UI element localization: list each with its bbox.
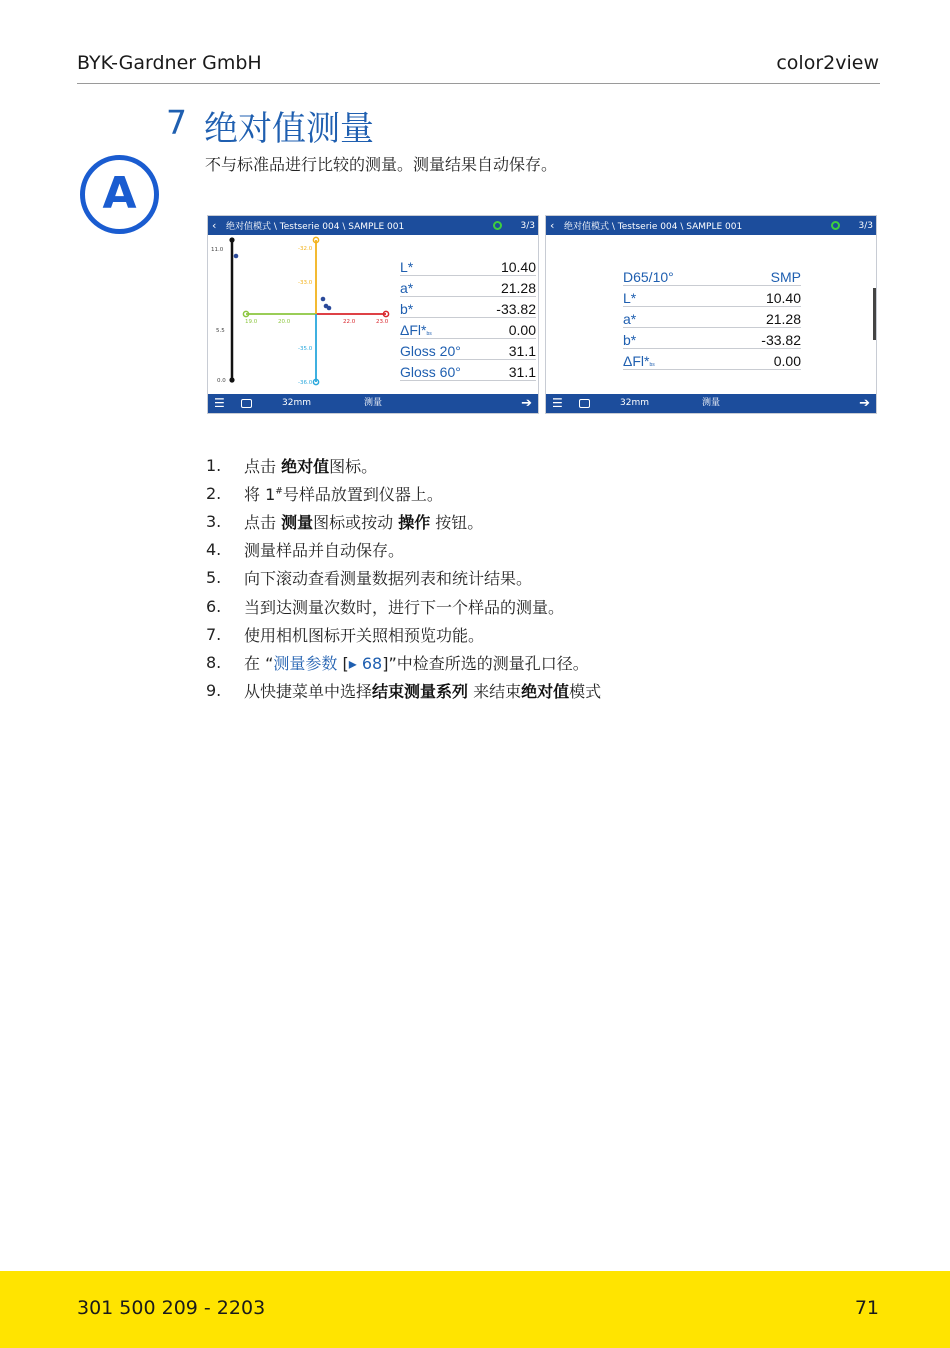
page-ref-arrow-icon[interactable]: ▸ (348, 653, 357, 673)
step-number: 5. (206, 568, 222, 588)
list-item (206, 536, 601, 564)
back-icon[interactable]: ‹ (550, 219, 555, 232)
value-cell: 31.1 (474, 359, 536, 380)
sample-point (327, 306, 332, 311)
step-text: 使用相机图标开关照相预览功能。 (244, 625, 485, 645)
device-screen-chart (207, 215, 539, 414)
camera-icon[interactable] (579, 399, 590, 408)
measure-button[interactable]: 测量 (364, 398, 383, 408)
breadcrumb: 绝对值模式 \ Testserie 004 \ SAMPLE 001 (564, 222, 743, 232)
company-name: BYK-Gardner GmbH (77, 52, 262, 74)
table-row (400, 254, 536, 275)
table-row (623, 285, 801, 306)
value-cell: 0.00 (474, 317, 536, 338)
step-text: 向下滚动查看测量数据列表和统计结果。 (244, 569, 533, 589)
table-row (623, 348, 801, 369)
screen-title-bar (208, 216, 538, 235)
step-number: 4. (206, 540, 222, 560)
back-icon[interactable]: ‹ (212, 219, 217, 232)
value-cell: -33.82 (740, 327, 801, 348)
list-item (206, 592, 601, 620)
value-cell: 10.40 (740, 285, 801, 306)
page-number: 71 (854, 1297, 879, 1319)
step-text: 在 “测量参数 [▸ 68]”中检查所选的测量孔口径。 (244, 653, 589, 673)
measurement-values-table (400, 254, 536, 381)
step-text: 从快捷菜单中选择结束测量系列 来结束绝对值模式 (244, 682, 602, 702)
value-cell: 0.00 (740, 348, 801, 369)
a-tick-label: 23.0 (376, 319, 389, 325)
sample-header: SMP (740, 264, 801, 285)
value-label: Gloss 60° (400, 359, 474, 380)
list-item (206, 648, 601, 676)
b-tick-label: -33.0 (298, 280, 313, 286)
b-tick-label: -36.0 (298, 380, 313, 386)
measurement-values-table (623, 264, 801, 370)
list-item (206, 451, 601, 479)
step-number: 3. (206, 511, 222, 531)
step-number: 7. (206, 624, 222, 644)
sample-point (321, 297, 326, 302)
step-text: 将 1#号样品放置到仪器上。 (244, 484, 443, 504)
scrollbar[interactable] (873, 288, 876, 340)
table-row (400, 317, 536, 338)
step-text: 测量样品并自动保存。 (244, 541, 405, 561)
document-number: 301 500 209 - 2203 (77, 1297, 266, 1319)
screen-bottom-bar (208, 394, 538, 413)
value-label: L* (400, 254, 474, 275)
arrow-right-icon[interactable]: ➔ (521, 396, 532, 411)
aperture-label: 32mm (282, 398, 311, 408)
value-cell: 10.40 (474, 254, 536, 275)
value-label-sub: bs (649, 361, 655, 368)
step-number: 6. (206, 596, 222, 616)
status-indicator-icon (493, 221, 502, 230)
value-label: a* (623, 306, 740, 327)
value-label: Gloss 20° (400, 338, 474, 359)
instruction-steps (206, 451, 601, 705)
page-ref-link[interactable]: 68 (356, 653, 383, 673)
chapter-intro: 不与标准品进行比较的测量。测量结果自动保存。 (205, 155, 558, 174)
step-number: 9. (206, 681, 222, 701)
value-cell: -33.82 (474, 296, 536, 317)
product-name: color2view (776, 52, 879, 74)
l-axis-top-marker (229, 237, 234, 242)
table-row (623, 306, 801, 327)
value-label-text: ΔFl* (623, 352, 650, 369)
badge-letter: A (102, 167, 137, 219)
list-item (206, 507, 601, 535)
measurement-params-link[interactable]: 测量参数 (273, 653, 338, 673)
illuminant-header: D65/10° (623, 264, 740, 285)
table-row (400, 275, 536, 296)
value-label: a* (400, 275, 474, 296)
table-row (400, 296, 536, 317)
sample-point-l (234, 254, 239, 259)
lab-chart (208, 235, 398, 395)
list-item (206, 479, 601, 507)
arrow-right-icon[interactable]: ➔ (859, 396, 870, 411)
a-tick-label: 20.0 (278, 319, 291, 325)
list-item (206, 677, 601, 705)
step-text: 当到达测量次数时，进行下一个样品的测量。 (244, 597, 565, 617)
l-tick-label: 5.5 (216, 328, 225, 334)
screen-bottom-bar (546, 394, 876, 413)
list-item (206, 620, 601, 648)
b-tick-label: -35.0 (298, 346, 313, 352)
value-label-text: ΔFl* (400, 321, 427, 338)
value-label: b* (400, 296, 474, 317)
table-row (400, 338, 536, 359)
table-header-row (623, 264, 801, 285)
header-divider (77, 83, 880, 84)
page-footer (0, 1271, 950, 1348)
page-indicator: 3/3 (520, 220, 535, 231)
table-row (400, 359, 536, 380)
value-label (400, 317, 474, 338)
step-number: 8. (206, 652, 222, 672)
breadcrumb: 绝对值模式 \ Testserie 004 \ SAMPLE 001 (226, 222, 405, 232)
l-tick-label: 11.0 (211, 247, 224, 253)
a-tick-label: 22.0 (343, 319, 356, 325)
screen-title-bar (546, 216, 876, 235)
a-tick-label: 19.0 (245, 319, 258, 325)
value-label-sub: bs (426, 330, 432, 337)
value-label: b* (623, 327, 740, 348)
camera-icon[interactable] (241, 399, 252, 408)
chapter-title: 绝对值测量 (204, 109, 374, 149)
step-number: 2. (206, 483, 222, 503)
chapter-number: 7 (166, 103, 187, 142)
value-label: L* (623, 285, 740, 306)
measure-button[interactable]: 测量 (702, 398, 721, 408)
b-tick-label: -32.0 (298, 246, 313, 252)
value-cell: 21.28 (474, 275, 536, 296)
status-indicator-icon (831, 221, 840, 230)
step-text: 点击 测量图标或按动 操作 按钮。 (244, 512, 484, 532)
menu-icon[interactable]: ☰ (552, 396, 563, 410)
l-axis-bottom-marker (229, 377, 234, 382)
step-number: 1. (206, 455, 222, 475)
l-tick-label: 0.0 (217, 378, 226, 384)
absolute-mode-icon (80, 155, 159, 234)
aperture-label: 32mm (620, 398, 649, 408)
device-screen-table (545, 215, 877, 414)
value-cell: 21.28 (740, 306, 801, 327)
step-text: 点击 绝对值图标。 (244, 456, 378, 476)
list-item (206, 564, 601, 592)
page-indicator: 3/3 (858, 220, 873, 231)
value-label (623, 348, 740, 369)
value-cell: 31.1 (474, 338, 536, 359)
menu-icon[interactable]: ☰ (214, 396, 225, 410)
table-row (623, 327, 801, 348)
